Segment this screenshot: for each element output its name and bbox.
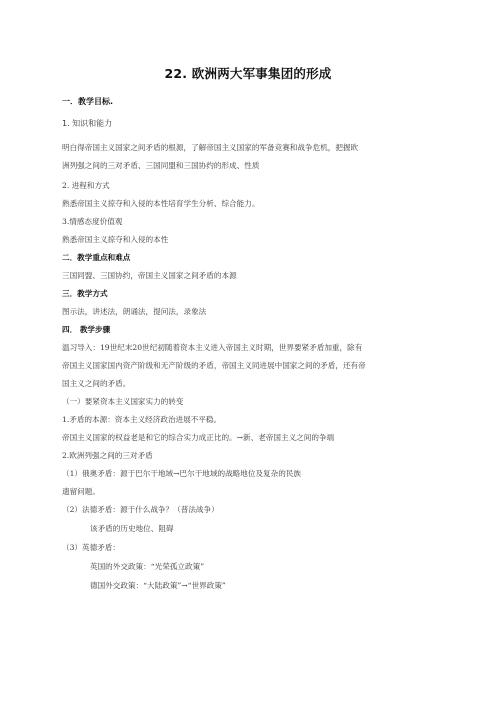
paragraph-line: 遗留问题。 xyxy=(62,487,100,496)
section-heading-objectives: 一．教学目标. xyxy=(62,97,114,106)
subheading-values: 3.情感态度价值观 xyxy=(62,217,123,226)
subsection-heading: （一）要紧资本主义国家实力的转变 xyxy=(62,397,184,406)
section-heading-focus: 二．教学重点和难点 xyxy=(62,253,131,262)
paragraph-line: 国主义之间的矛盾。 xyxy=(62,379,131,388)
document-title: 22. 欧洲两大军事集团的形成 xyxy=(164,66,332,81)
subheading-process: 2. 进程和方式 xyxy=(62,181,110,190)
section-heading-methods: 三．教学方式 xyxy=(62,289,108,298)
paragraph-line: 帝国主义国家的权益老是和它的综合实力成正比的。→新、老帝国主义之间的争端 xyxy=(62,433,335,442)
paragraph-line: 明白得帝国主义国家之间矛盾的根源，了解帝国主义国家的军备竞赛和战争危机，把握欧 xyxy=(62,143,359,152)
paragraph-line: 1.矛盾的本源：资本主义经济政治进展不平稳。 xyxy=(62,415,222,424)
paragraph-line: （3）英德矛盾： xyxy=(62,543,120,552)
paragraph-line: （2）法德矛盾：源于什么战争？（普法战争） xyxy=(62,505,219,514)
paragraph-line: 洲列强之间的三对矛盾、三国同盟和三国协约的形成、性质 xyxy=(62,161,260,170)
paragraph-line: 2.欧洲列强之间的三对矛盾 xyxy=(62,451,153,460)
paragraph-line: 三国同盟、三国协约，帝国主义国家之间矛盾的本源 xyxy=(62,271,237,280)
subheading-knowledge: 1. 知识和能力 xyxy=(62,119,113,128)
paragraph-line: 温习导入：19世纪末20世纪初随着资本主义进入帝国主义时期，世界要紧矛盾加重，除有 xyxy=(62,343,363,352)
paragraph-line: 帝国主义国家国内资产阶级和无产阶级的矛盾，帝国主义同进展中国家之间的矛盾，还有帝 xyxy=(62,361,366,370)
paragraph-line: 英国的外交政策：“光荣孤立政策” xyxy=(90,562,205,571)
paragraph-line: 熟悉帝国主义掠夺和入侵的本性 xyxy=(62,235,169,244)
paragraph-line: 德国外交政策：“大陆政策”→“世界政策” xyxy=(90,581,226,590)
paragraph-line: 该矛盾的历史地位、阻碍 xyxy=(90,524,174,533)
section-heading-steps: 四． 教学步骤 xyxy=(62,325,111,334)
paragraph-line: 图示法，讲述法，朗诵法，提问法，录象法 xyxy=(62,307,207,316)
paragraph-line: 熟悉帝国主义掠夺和入侵的本性培育学生分析、综合能力。 xyxy=(62,199,260,208)
paragraph-line: （1）俄奥矛盾：源于巴尔干地域→巴尔干地域的战略地位及复杂的民族 xyxy=(62,469,302,478)
